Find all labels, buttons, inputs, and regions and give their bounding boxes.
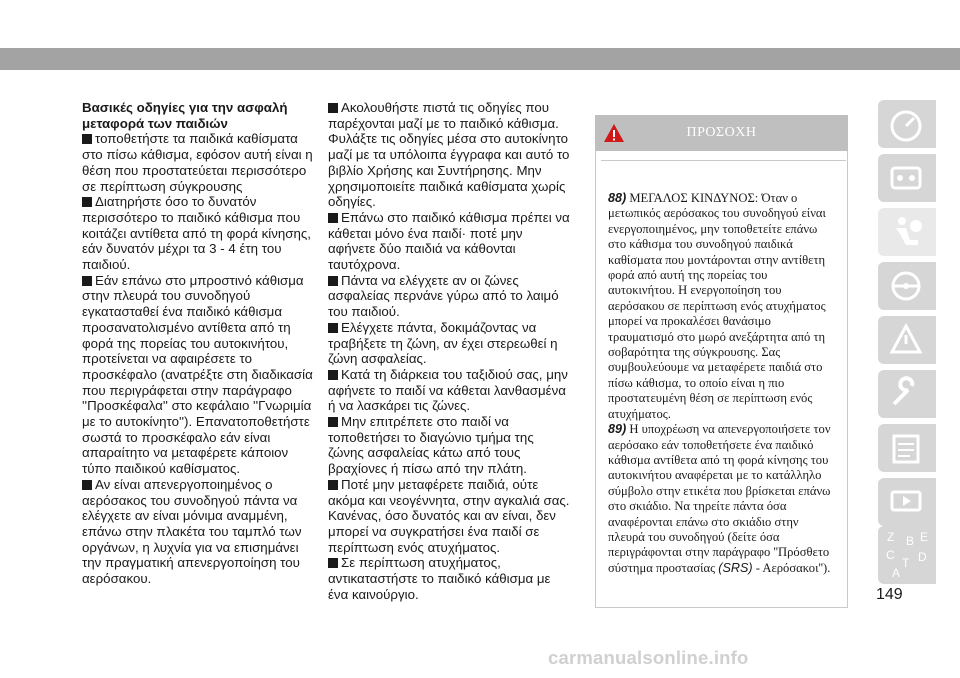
left-column [82,100,314,587]
list-item: Αν είναι απενεργοποιημένος ο αερόσακος του συνοδηγού πάντα να ελέγχετε αν είναι μόνιμα αναμμένη, επάνω στην πλακέτα του ταμπλό των οργάνων, η λυχνία για να επισημάνει την πραγματική απενεργοποίηση του αερόσακου. [82,476,302,587]
srs-abbrev: (SRS) [718,560,753,575]
list-item: τοποθετήστε τα παιδικά καθίσματα στο πίσω κάθισμα, εφόσον αυτή είναι η θέση που προστατεύεται περισσότερο σε περίπτωση σύγκρουσης [82,131,313,194]
index-letter: B [906,534,915,548]
dashboard-icon [886,106,926,142]
list-item: Ακολουθήστε πιστά τις οδηγίες που παρέχονται μαζί με το παιδικό κάθισμα. Φυλάξτε τις οδηγίες μέσα στο αυτοκίνητο μαζί με τα υπόλοιπα έγγραφα και αυτό το βιβλίο Χρήσης και Συντήρησης. Μην χρησιμοποιείτε παιδικά καθίσματα χωρίς οδηγίες. [328,100,570,210]
tab-safety[interactable] [878,208,936,256]
warning-header [595,115,848,151]
warning-box [595,115,848,608]
checkbox-bullet-icon [82,134,92,144]
warning-note: 89) Η υποχρέωση να απενεργοποιήσετε τον αερόσακο εάν τοποθετήσετε ένα παιδικό κάθισμα αντίθετα από τη φορά κίνησης του αυτοκινήτου αναφέρεται με το κατάλληλο σύμβολο στην ετικέτα που βρίσκεται επάνω στο σκιάδιο. Να τηρείτε πάντα όσα αναφέρονται επάνω στο σκιάδιο στην πλευρά του συνοδηγού (δείτε όσα περιγράφονται στην παράγραφο ''Πρόσθετο σύστημα προστασίας (SRS) - Αερόσακοι''). [608,422,831,575]
tab-emergency[interactable] [878,316,936,364]
tab-driving[interactable] [878,262,936,310]
controls-icon [886,160,926,196]
index-letter: A [892,566,901,580]
list-item: Επάνω στο παιδικό κάθισμα πρέπει να κάθεται μόνο ένα παιδί· ποτέ μην αφήνετε δύο παιδιά να κάθονται ταυτόχρονα. [328,209,570,273]
list-item: Ποτέ μην μεταφέρετε παιδιά, ούτε ακόμα και νεογέννητα, στην αγκαλιά σας. Κανένας, όσο δυνατός και αν είναι, δεν μπορεί να συγκρατήσει ένα παιδί σε περίπτωση ενός ατυχήματος. [328,476,570,555]
list-item: Κατά τη διάρκεια του ταξιδιού σας, μην αφήνετε το παιδί να κάθεται λανθασμένα ή να λασκάρει τις ζώνες. [328,366,568,414]
seat-airbag-icon [886,214,926,250]
middle-column [328,100,572,603]
specs-icon [886,430,926,466]
tab-dashboard[interactable] [878,100,936,148]
index-letter: Z [887,530,895,544]
tab-specifications[interactable] [878,424,936,472]
watermark: carmanualsonline.info [548,647,749,668]
warning-body [595,151,848,608]
chapter-tabs [878,100,936,584]
warning-note: 88) ΜΕΓΑΛΟΣ ΚΙΝΔΥΝΟΣ: Όταν ο μετωπικός αερόσακος του συνοδηγού είναι ενεργοποιημένος, μην τοποθετείτε επάνω στο κάθισμα του συνοδηγού παιδικά καθίσματα που μοντάρονται στην αντίθετη φορά από αυτή της πορείας του αυτοκινήτου. Η ενεργοποίηση του αερόσακου σε περίπτωση ενός ατυχήματος μπορεί να προκαλέσει θανάσιμο τραυματισμό στο μωρό ανεξάρτητα από τη σοβαρότητα της σύγκρουσης. Σας συμβουλεύουμε να μεταφέρετε παιδιά στο πίσω κάθισμα, το οποίο είναι η πιο προστατευμένη θέση σε περίπτωση ενός ατυχήματος. [608,191,826,421]
index-letter: T [902,556,910,570]
warning-title: ΠΡΟΣΟΧΗ [686,125,757,140]
checkbox-bullet-icon [328,276,338,286]
index-letter: C [886,548,895,562]
checkbox-bullet-icon [328,323,338,333]
section-heading: Βασικές οδηγίες για την ασφαλή μεταφορά των παιδιών [82,100,288,131]
list-item: Σε περίπτωση ατυχήματος, αντικαταστήστε το παιδικό κάθισμα με ένα καινούργιο. [328,555,551,602]
checkbox-bullet-icon [82,197,92,207]
tab-controls[interactable] [878,154,936,202]
index-letter: D [918,550,927,564]
checkbox-bullet-icon [82,276,92,286]
top-banner [0,48,960,70]
steering-wheel-icon [886,268,926,304]
checkbox-bullet-icon [328,213,338,223]
index-letter: E [920,530,929,544]
checkbox-bullet-icon [328,558,338,568]
wrench-icon [886,376,926,412]
note-number: 88) [608,191,627,205]
list-item: Πάντα να ελέγχετε αν οι ζώνες ασφαλείας περνάνε γύρω από το λαιμό του παιδιού. [328,272,559,320]
multimedia-icon [886,484,926,520]
checkbox-bullet-icon [328,103,338,113]
warning-light-icon [886,322,926,358]
tab-index[interactable] [878,526,936,584]
checkbox-bullet-icon [82,480,92,490]
tab-multimedia[interactable] [878,478,936,526]
page-number: 149 [876,586,903,603]
checkbox-bullet-icon [328,417,338,427]
note-number: 89) [608,422,627,437]
list-item: Μην επιτρέπετε στο παιδί να τοποθετήσει το διαγώνιο τμήμα της ζώνης ασφαλείας κάτω από τους βραχίονες ή πίσω από την πλάτη. [328,414,534,477]
tab-maintenance[interactable] [878,370,936,418]
checkbox-bullet-icon [328,480,338,490]
warning-divider [601,160,846,161]
list-item: Εάν επάνω στο μπροστινό κάθισμα στην πλευρά του συνοδηγού εγκατασταθεί ένα παιδικό κάθισμα προσανατολισμένο αντίθετα από τη φορά της πορείας του αυτοκινήτου, προτείνεται να αφαιρέσετε το προσκέφαλο (ανατρέξτε στη διαδικασία που περιγράφεται στην παράγραφο ''Προσκέφαλα'' στο κεφάλαιο ''Γνωριμία με το αυτοκίνητο''). Επανατοποθετήστε σωστά το προσκέφαλο εάν είναι απαραίτητο να μεταφέρετε κάποιον τύπο παιδικού καθίσματος. [82,272,313,477]
checkbox-bullet-icon [328,370,338,380]
list-item: Διατηρήστε όσο το δυνατόν περισσότερο το παιδικό κάθισμα που κοιτάζει αντίθετα από τη φορά κίνησης, εάν δυνατόν μέχρι τα 3 - 4 έτη του παιδιού. [82,194,311,273]
list-item: Ελέγχετε πάντα, δοκιμάζοντας να τραβήξετε τη ζώνη, αν έχει στερεωθεί η ζώνη ασφαλείας. [328,319,558,367]
